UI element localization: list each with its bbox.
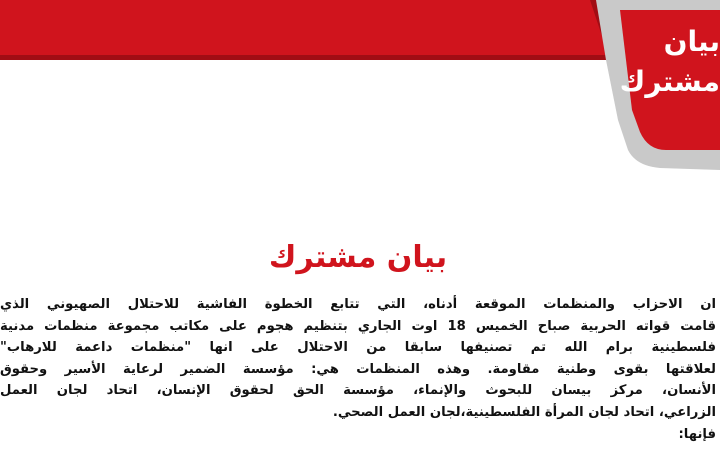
banner-label xyxy=(619,22,720,102)
body-line: فلسطينية برام الله تم تصنيفها سابقا من الاحتلال على انها "منظمات داعمة للارهاب" xyxy=(0,340,716,356)
header-banner xyxy=(0,0,720,175)
document-body xyxy=(0,294,716,445)
document-title xyxy=(0,238,720,278)
body-line: لعلاقتها بقوى وطنية مقاومة. وهذه المنظمات هي: مؤسسة الضمير لرعاية الأسير وحقوق xyxy=(0,361,716,377)
banner-shape xyxy=(0,0,720,175)
body-line: الزراعي، اتحاد لجان المرأة الفلسطينية،لجان العمل الصحي. xyxy=(332,404,716,420)
body-line: قامت قواته الحربية صباح الخميس 18 اوت الجاري بتنظيم هجوم على مكاتب مجموعة منظمات مدنية xyxy=(0,318,716,334)
banner-label-line1: بيان xyxy=(663,25,720,58)
document-title-text: بيان مشترك xyxy=(268,240,448,275)
body-line: فإنها: xyxy=(678,426,716,442)
body-line: الأنسان، مركز بيسان للبحوث والإنماء، مؤسسة الحق لحقوق الإنسان، اتحاد لجان العمل xyxy=(0,383,716,399)
banner-label-line2: مشترك xyxy=(619,65,720,98)
body-line: ان الاحزاب والمنظمات الموقعة أدناه، التي تتابع الخطوة الفاشية للاحتلال الصهيوني الذي xyxy=(0,297,716,312)
